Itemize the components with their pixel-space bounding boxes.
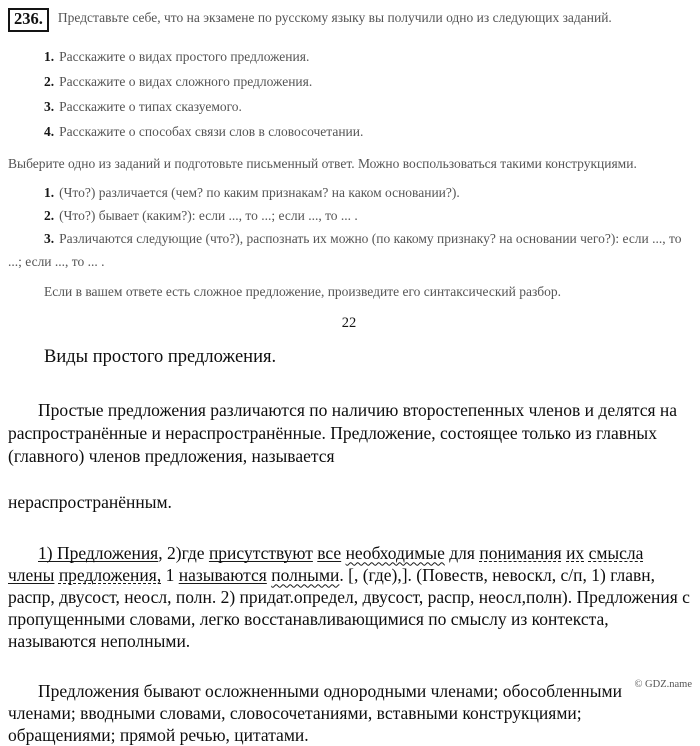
followup-note: Если в вашем ответе есть сложное предложение, произведите его синтаксический разбор.	[44, 283, 562, 299]
construction-item-number: 2.	[44, 207, 55, 223]
task-list	[8, 44, 690, 144]
parsed-word-underlined: 1) Предложения	[38, 543, 159, 564]
construction-item	[8, 227, 690, 273]
page-number: 22	[341, 315, 357, 332]
parsed-word-underlined: все	[317, 543, 342, 564]
answer-title: Виды простого предложения.	[44, 347, 277, 368]
task-item	[8, 119, 690, 144]
task-item	[8, 44, 690, 69]
parsed-word-underlined: называются	[178, 565, 267, 586]
task-item-text: Расскажите о видах сложного предложения.	[59, 73, 313, 89]
construction-item-number: 3.	[44, 230, 55, 246]
parsed-text: , 2)где	[158, 543, 209, 564]
construction-item-text: (Что?) различается (чем? по каким признакам? на каком основании?).	[59, 184, 460, 200]
exercise-intro: Представьте себе, что на экзамене по русскому языку вы получили одно из следующих заданий.	[57, 10, 612, 25]
task-item-text: Расскажите о способах связи слов в словосочетании.	[59, 123, 364, 139]
answer-paragraph-3: Предложения бывают осложненными однородными членами; обособленными членами; вводными словами, словосочетаниями, вставными конструкциями; обращениями; прямой речью, цитатами.	[8, 681, 622, 746]
parsed-word-underlined: смысла	[588, 543, 644, 564]
parsed-word-underlined: полными	[271, 565, 340, 586]
task-item-text: Расскажите о видах простого предложения.	[59, 48, 310, 64]
construction-item-text: Различаются следующие (что?), распознать их можно (по какому признаку? на основании чего?): если ..., то ...; если ..., то ... .	[8, 230, 682, 269]
parsed-word-underlined: члены	[8, 565, 55, 586]
task-item-number: 2.	[44, 73, 55, 89]
parsed-word-underlined: предложения,	[58, 565, 162, 586]
parsed-text: . [, (где),]. (Повеств, невоскл, с/п, 1) главн, распр, двусост, неосл, полн. 2) придат.определ, двусост, распр, неосл,полн). Предложения с пропущенными словами, легко восстанавливающимися по смыслу из контекста, называются неполными.	[8, 565, 690, 652]
task-item	[8, 94, 690, 119]
construction-list	[8, 181, 690, 273]
exercise-header	[8, 8, 690, 32]
construction-item-text: (Что?) бывает (каким?): если ..., то ...; если ..., то ... .	[59, 207, 358, 223]
parsed-sentence-paragraph	[8, 542, 692, 652]
exercise-number-box: 236.	[8, 8, 49, 32]
exercise-section	[0, 0, 700, 332]
parsed-word-underlined: их	[566, 543, 585, 564]
construction-item-number: 1.	[44, 184, 55, 200]
parsed-text: для	[444, 543, 480, 564]
instruction-paragraph: Выберите одно из заданий и подготовьте письменный ответ. Можно воспользоваться такими конструкциями.	[8, 155, 637, 171]
parsed-word-underlined: понимания	[479, 543, 562, 564]
task-item-number: 4.	[44, 123, 55, 139]
construction-item	[8, 204, 690, 227]
parsed-text: 1	[161, 565, 179, 586]
watermark: © GDZ.name	[634, 679, 692, 690]
answer-paragraph-1-tail: нераспространённым.	[8, 492, 172, 513]
parsed-word-underlined: необходимые	[345, 543, 445, 564]
task-item-text: Расскажите о типах сказуемого.	[59, 98, 242, 114]
answer-section	[0, 347, 700, 746]
task-item	[8, 69, 690, 94]
task-item-number: 3.	[44, 98, 55, 114]
parsed-word-underlined: присутствуют	[208, 543, 313, 564]
construction-item	[8, 181, 690, 204]
answer-paragraph-1: Простые предложения различаются по наличию второстепенных членов и делятся на распространённые и нераспространённые. Предложение, состоящее только из главных (главного) членов предложения, называется	[8, 400, 678, 467]
task-item-number: 1.	[44, 48, 55, 64]
